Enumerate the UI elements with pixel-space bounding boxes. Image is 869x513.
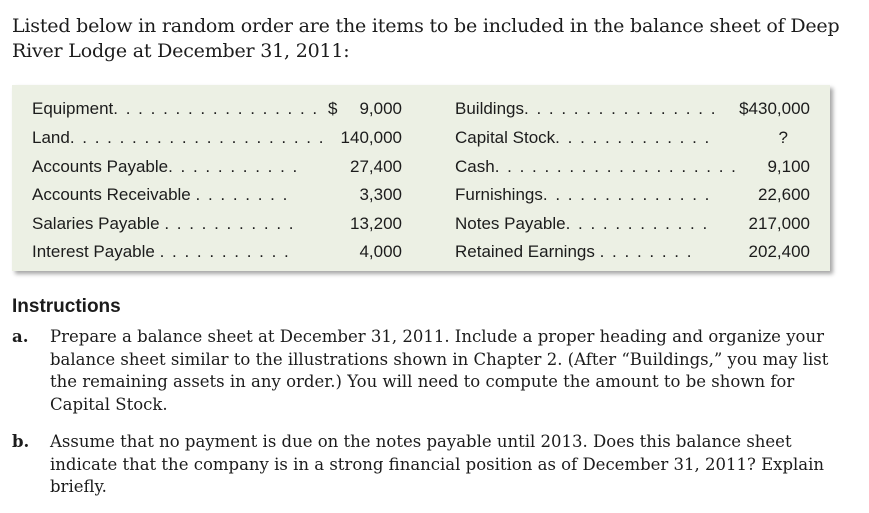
item-label: Interest Payable . . . . . . . . . . . [32,242,291,261]
table-row [12,210,830,238]
instructions-heading: Instructions [12,296,121,317]
item-label: Cash. . . . . . . . . . . . . . . . . . . . [455,157,738,176]
item-value: 4,000 [359,242,402,261]
item-label: Accounts Receivable . . . . . . . . [32,185,289,204]
instruction-marker: a. [12,327,29,346]
table-row [12,181,830,209]
intro-text: Listed below in random order are the items to be included in the balance sheet of Deep River Lodge at December 31, 2011: [12,15,840,62]
item-value: 217,000 [748,214,810,233]
item-label: Buildings. . . . . . . . . . . . . . . . [455,99,717,118]
instruction-a [12,326,834,416]
dollar-sign: $ [328,99,338,118]
instruction-b [12,431,834,499]
item-label: Furnishings. . . . . . . . . . . . . . [455,185,711,204]
instruction-text: Assume that no payment is due on the notes payable until 2013. Does this balance sheet indicate that the company is in a strong financial position as of December 31, 2011? Explain briefly. [50,432,825,496]
item-value: $430,000 [739,99,810,118]
item-value: 9,100 [767,157,810,176]
item-value: 13,200 [350,214,402,233]
table-row [12,124,830,152]
item-value: ? [778,128,788,147]
instruction-marker: b. [12,432,30,451]
item-label: Retained Earnings . . . . . . . . [455,242,693,261]
instruction-text: Prepare a balance sheet at December 31, 2011. Include a proper heading and organize your balance sheet similar to the illustrations shown in Chapter 2. (After “Buildings,” you may list the remaining assets in any order.) You will need to compute the amount to be shown for Capital Stock. [50,327,829,414]
item-value: 140,000 [340,128,402,147]
item-label: Capital Stock. . . . . . . . . . . . . [455,128,711,147]
balance-items-panel [12,85,830,271]
table-row [12,238,830,266]
item-label: Salaries Payable . . . . . . . . . . . [32,214,295,233]
item-label: Equipment. . . . . . . . . . . . . . . . . [32,99,319,118]
item-label: Notes Payable. . . . . . . . . . . . [455,214,709,233]
item-value: 202,400 [748,242,810,261]
table-row [12,153,830,181]
table-row [12,95,830,123]
item-label: Accounts Payable. . . . . . . . . . . [32,157,299,176]
item-label: Land. . . . . . . . . . . . . . . . . . . . . [32,128,325,147]
item-value: 27,400 [350,157,402,176]
item-value: 9,000 [359,99,402,118]
item-value: 22,600 [758,185,810,204]
item-value: 3,300 [359,185,402,204]
